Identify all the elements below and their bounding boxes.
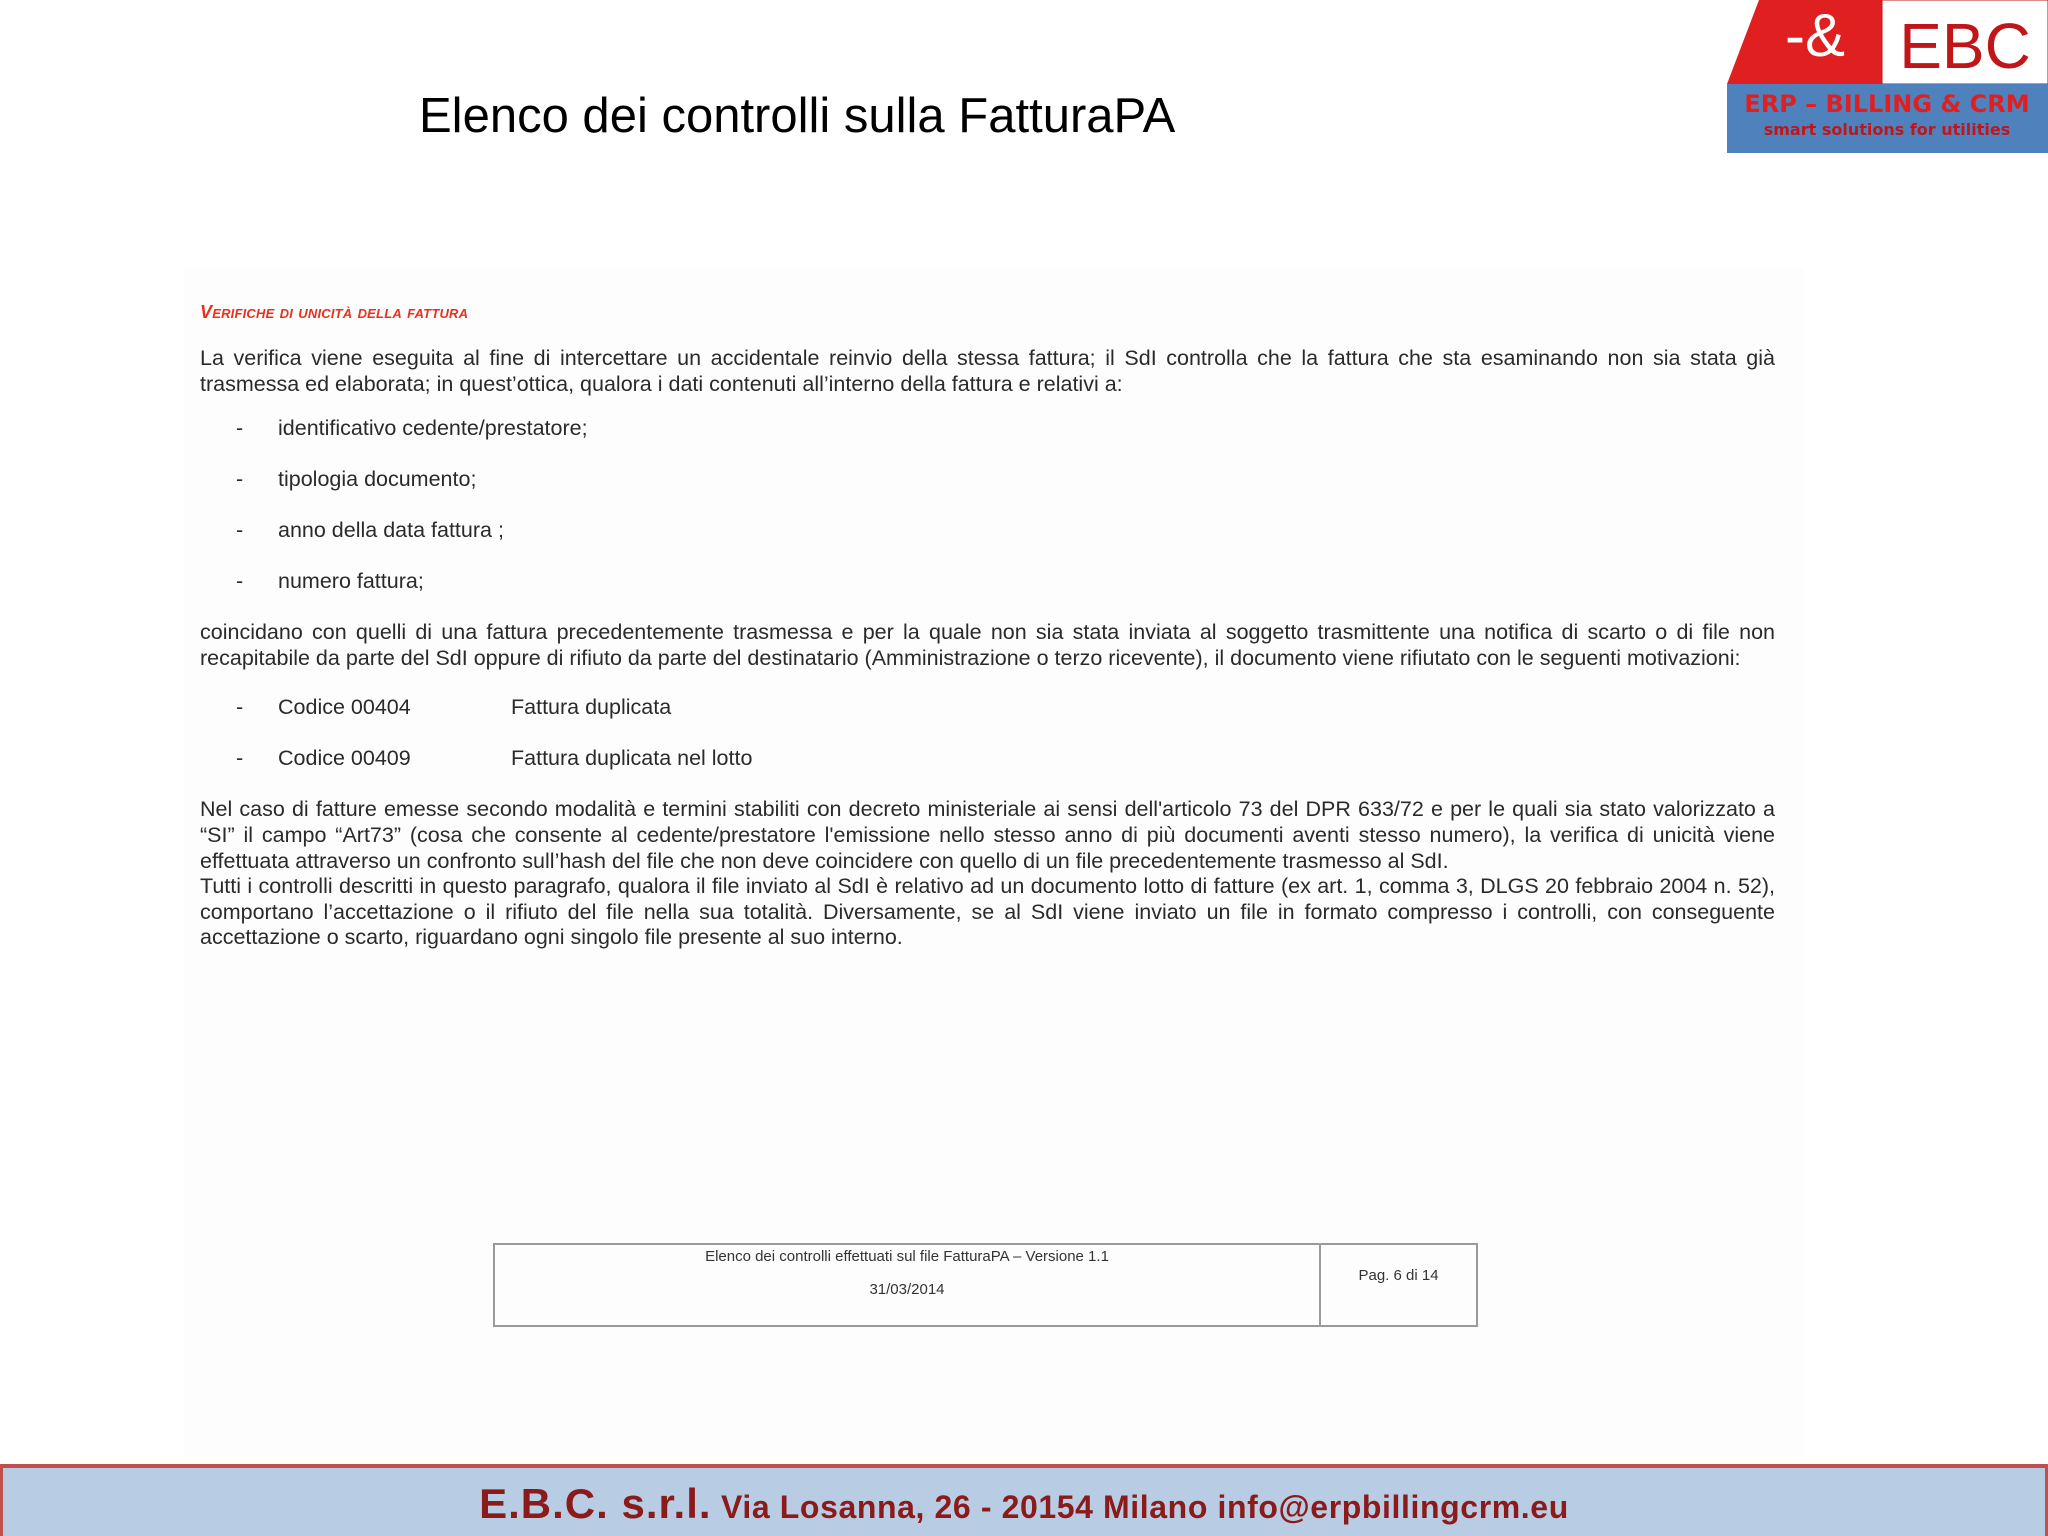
footer-doc-title: Elenco dei controlli effettuati sul file FatturaPA – Versione 1.1	[705, 1248, 1109, 1265]
list-item: - numero fattura;	[236, 569, 424, 594]
uniqueness-fields-list	[200, 416, 1775, 620]
company-name: E.B.C. s.r.l.	[479, 1480, 712, 1527]
document-footer-table	[493, 1243, 1478, 1327]
footer-date: 31/03/2014	[869, 1281, 945, 1298]
error-code: Codice 00409	[278, 746, 411, 771]
list-item: - anno della data fattura ;	[236, 518, 504, 543]
list-item: - identificativo cedente/prestatore;	[236, 416, 588, 441]
footer-page-number: Pag. 6 di 14	[1358, 1267, 1439, 1284]
logo-tagline: ERP – BILLING & CRM	[1744, 90, 2030, 118]
list-item: - tipologia documento;	[236, 467, 477, 492]
section-heading: Verifiche di unicità della fattura	[200, 302, 469, 322]
art73-paragraph: Nel caso di fatture emesse secondo modalità e termini stabiliti con decreto ministeriale ai sensi dell'articolo 73 del DPR 633/72 e per le quali sia stato valorizzato a “SI” il campo “Art73” (cosa che consente al cedente/prestatore l'emissione nello stesso anno di più documenti aventi stesso numero), la verifica di unicità viene effettuata attraverso un confronto sull’hash del file che non deve coincidere con quello di un file precedentemente trasmesso al SdI.	[200, 797, 1775, 873]
lotto-paragraph: Tutti i controlli descritti in questo paragrafo, qualora il file inviato al SdI è relativo ad un documento lotto di fatture (ex art. 1, comma 3, DLGS 20 febbraio 2004 n. 52), comportano l’accettazione o il rifiuto del file nella sua totalità. Diversamente, se al SdI viene inviato un file in formato compresso i controlli, con conseguente accettazione o scarto, riguardano ogni singolo file presente al suo interno.	[200, 874, 1775, 950]
ebc-logo	[1727, 0, 2048, 153]
logo-subtagline: smart solutions for utilities	[1763, 120, 2011, 139]
error-code: Codice 00404	[278, 695, 411, 720]
error-codes-list	[200, 695, 1775, 797]
company-footer-bar	[0, 1464, 2048, 1536]
scanned-document	[200, 298, 1775, 951]
error-description: Fattura duplicata	[511, 695, 672, 720]
rejection-paragraph: coincidano con quelli di una fattura precedentemente trasmessa e per la quale non sia stata inviata al soggetto trasmittente una notifica di scarto o di file non recapitabile da parte del SdI oppure di rifiuto da parte del destinatario (Amministrazione o terzo ricevente), il documento viene rifiutato con le seguenti motivazioni:	[200, 620, 1775, 670]
logo-symbol: -&	[1785, 2, 1845, 69]
footer-title-cell	[495, 1245, 1321, 1325]
slide-title: Elenco dei controlli sulla FatturaPA	[419, 89, 1176, 143]
list-item: - Codice 00404 Fattura duplicata	[236, 695, 672, 720]
intro-paragraph: La verifica viene eseguita al fine di intercettare un accidentale reinvio della stessa fattura; il SdI controlla che la fattura che sta esaminando non sia stata già trasmessa ed elaborata; in quest’ottica, qualora i dati contenuti all’interno della fattura e relativi a:	[200, 346, 1775, 396]
logo-brand: EBC	[1899, 10, 2031, 82]
error-description: Fattura duplicata nel lotto	[511, 746, 753, 771]
company-address: Via Losanna, 26 - 20154 Milano info@erpbillingcrm.eu	[711, 1489, 1569, 1525]
list-item: - Codice 00409 Fattura duplicata nel lotto	[236, 746, 753, 771]
